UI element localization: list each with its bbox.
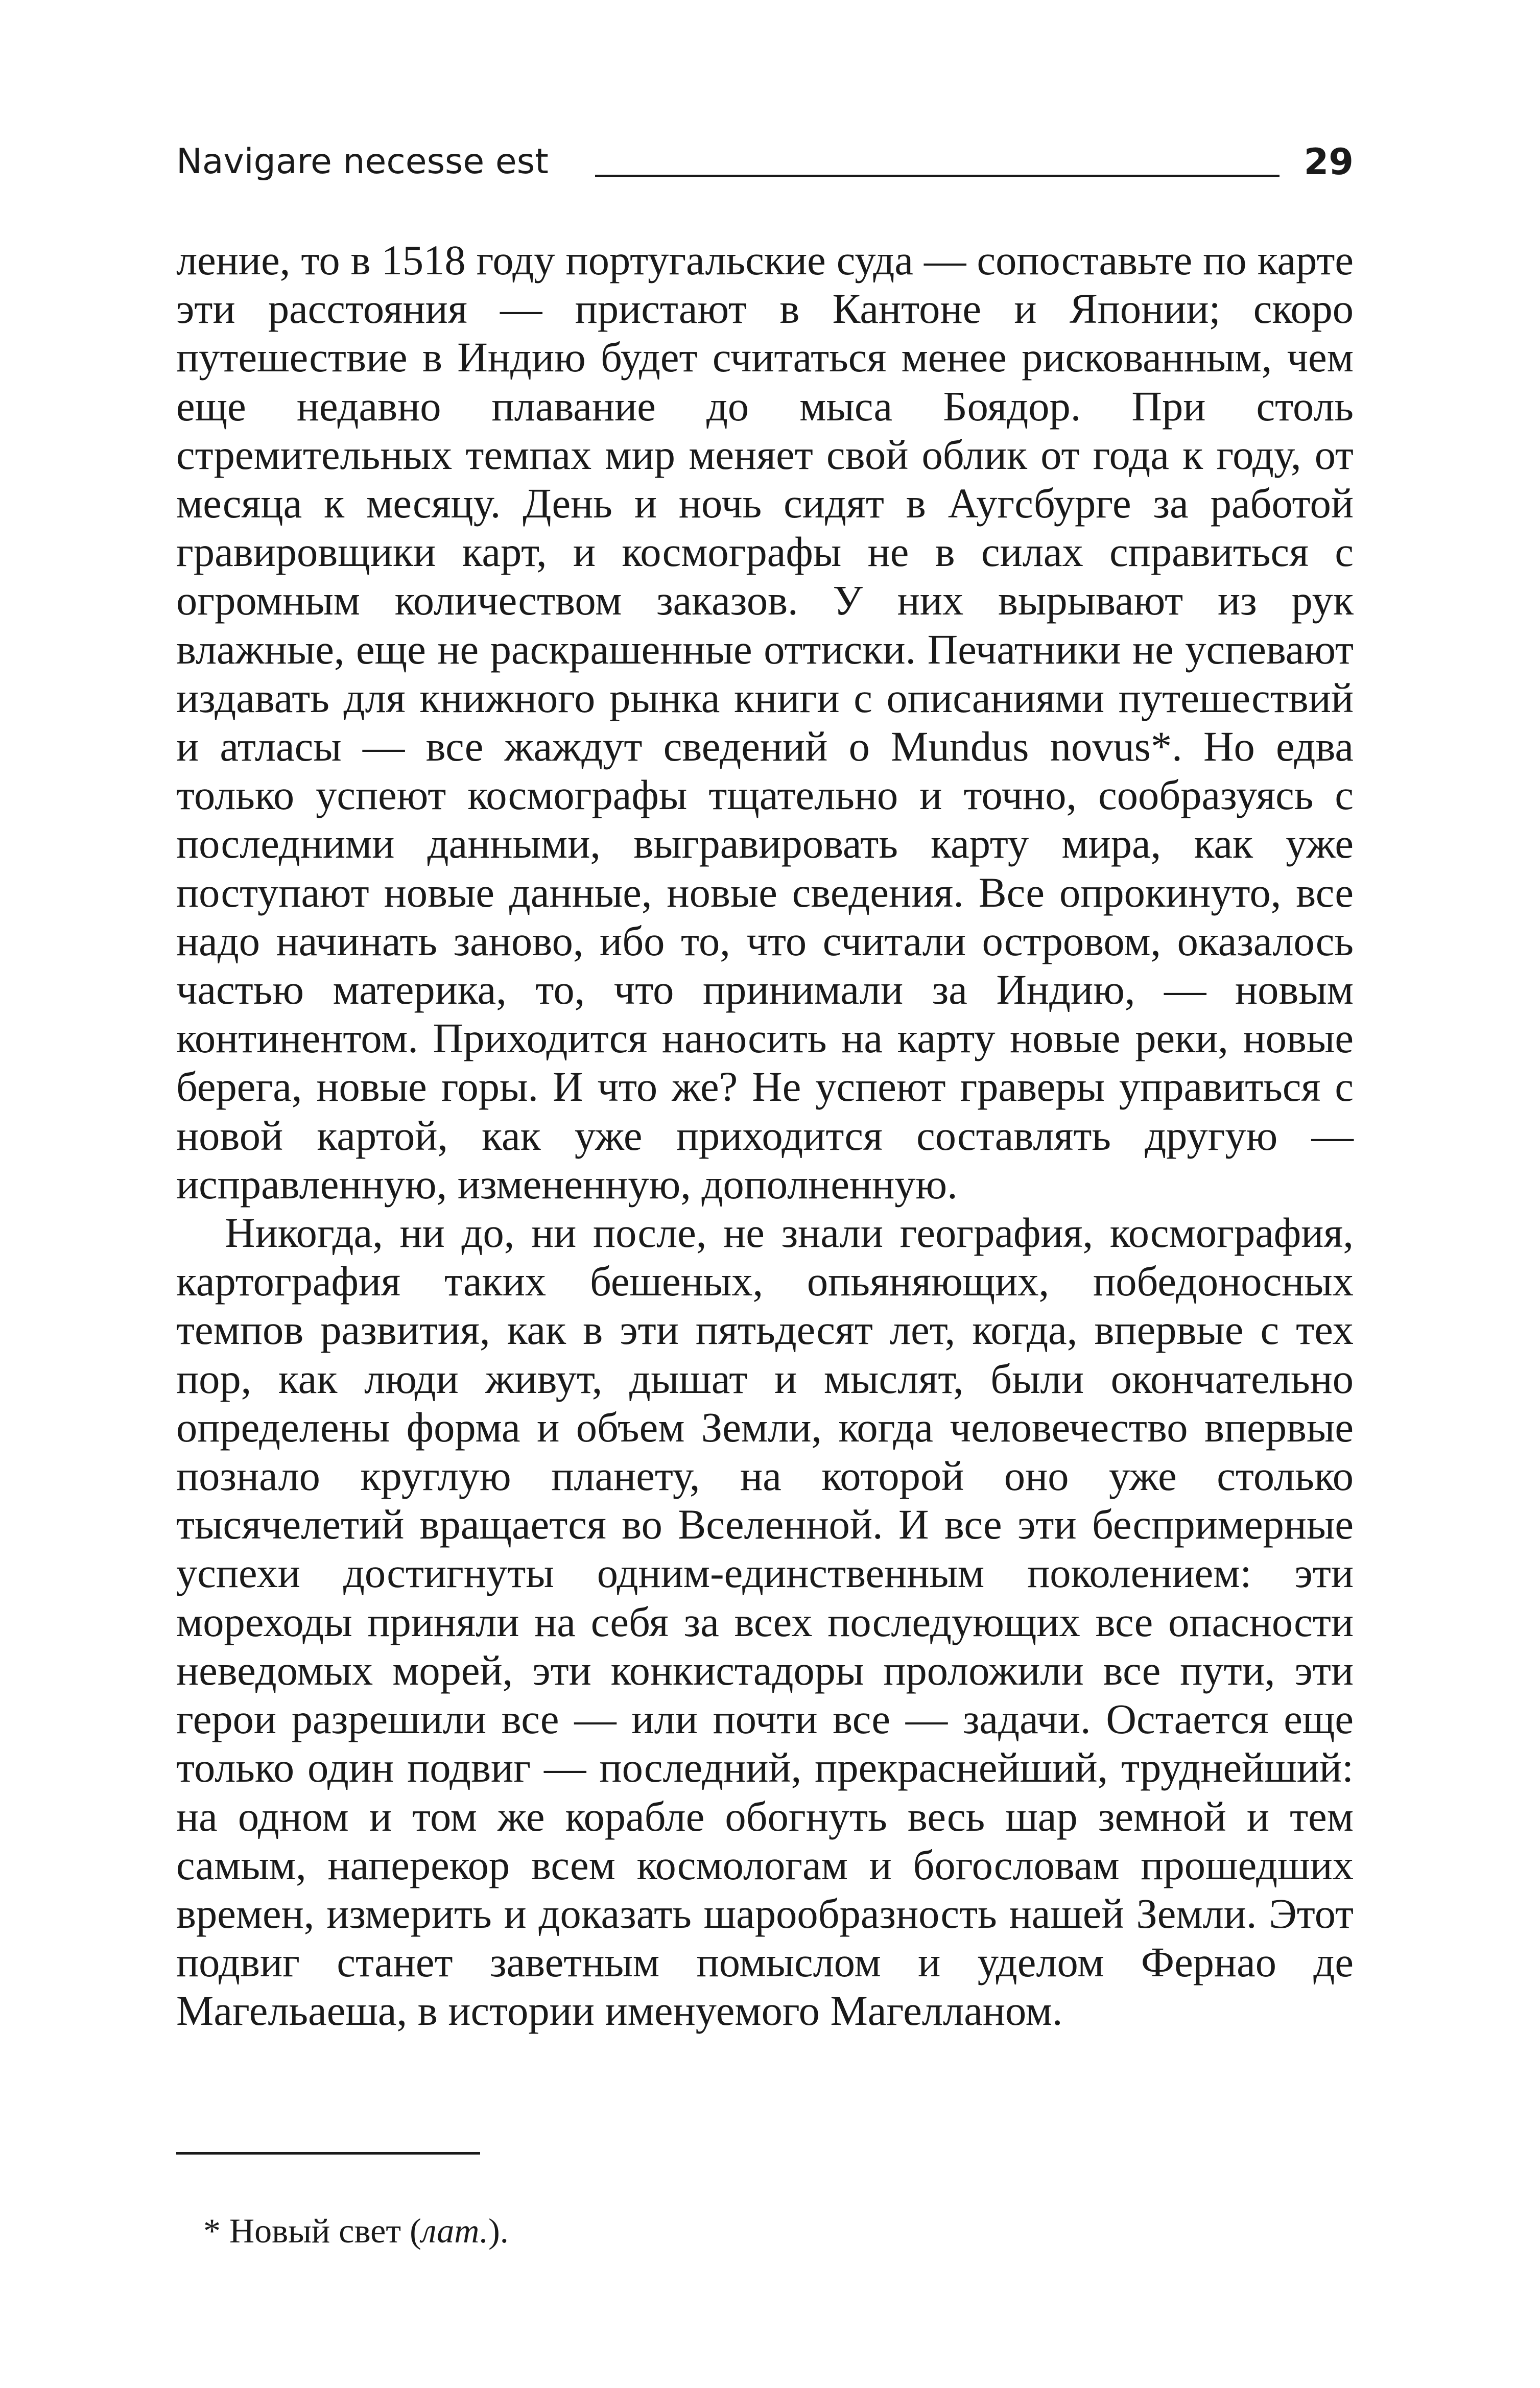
- body-text: [176, 236, 1354, 2036]
- header-rule: [595, 175, 1280, 177]
- paragraph-2: Никогда, ни до, ни после, не знали география, космография, картография таких бешеных, опьяняющих, победоносных темпов развития, как в эти пятьдесят лет, когда, впервые с тех пор, как люди живут, дышат и мыслят, были окончательно определены форма и объем Земли, когда человечество впервые познало круглую планету, на которой оно уже столько тысячелетий вращается во Вселенной. И все эти беспримерные успехи достигнуты одним-единственным поколением: эти мореходы приняли на себя за всех последующих все опасности неведомых морей, эти конкистадоры проложили все пути, эти герои разрешили все — или почти все — задачи. Остается еще только один подвиг — последний, прекраснейший, труднейший: на одном и том же корабле обогнуть весь шар земной и тем самым, наперекор всем космологам и богословам прошедших времен, измерить и доказать шарообразность нашей Земли. Этот подвиг станет заветным помыслом и уделом Фернао де Магельаеша, в истории именуемого Магелланом.: [176, 1209, 1354, 2035]
- footnote-text: * Новый свет (: [203, 2211, 421, 2250]
- page-number: 29: [1304, 141, 1354, 183]
- running-header: [176, 134, 1354, 190]
- footnote-rule: [176, 2152, 480, 2155]
- footnote: [203, 2208, 509, 2254]
- running-title: Navigare necesse est: [176, 141, 549, 182]
- footnote-close: ).: [488, 2211, 509, 2250]
- footnote-language: лат.: [421, 2211, 489, 2250]
- paragraph-1: ление, то в 1518 году португальские суда — сопоставьте по карте эти расстояния — пристают в Кантоне и Японии; скоро путешествие в Индию будет считаться менее рискованным, чем еще недавно плавание до мыса Боядор. При столь стремительных темпах мир меняет свой облик от года к году, от месяца к месяцу. День и ночь сидят в Аугсбурге за работой гравировщики карт, и космографы не в силах справиться с огромным количеством заказов. У них вырывают из рук влажные, еще не раскрашенные оттиски. Печатники не успевают издавать для книжного рынка книги с описаниями путешествий и атласы — все жаждут сведений о Mundus novus*. Но едва только успеют космографы тщательно и точно, сообразуясь с последними данными, выгравировать карту мира, как уже поступают новые данные, новые сведения. Все опрокинуто, все надо начинать заново, ибо то, что считали островом, оказалось частью материка, то, что принимали за Индию, — новым континентом. Приходится наносить на карту новые реки, новые берега, новые горы. И что же? Не успеют граверы управиться с новой картой, как уже приходится составлять другую — исправленную, измененную, дополненную.: [176, 237, 1354, 1208]
